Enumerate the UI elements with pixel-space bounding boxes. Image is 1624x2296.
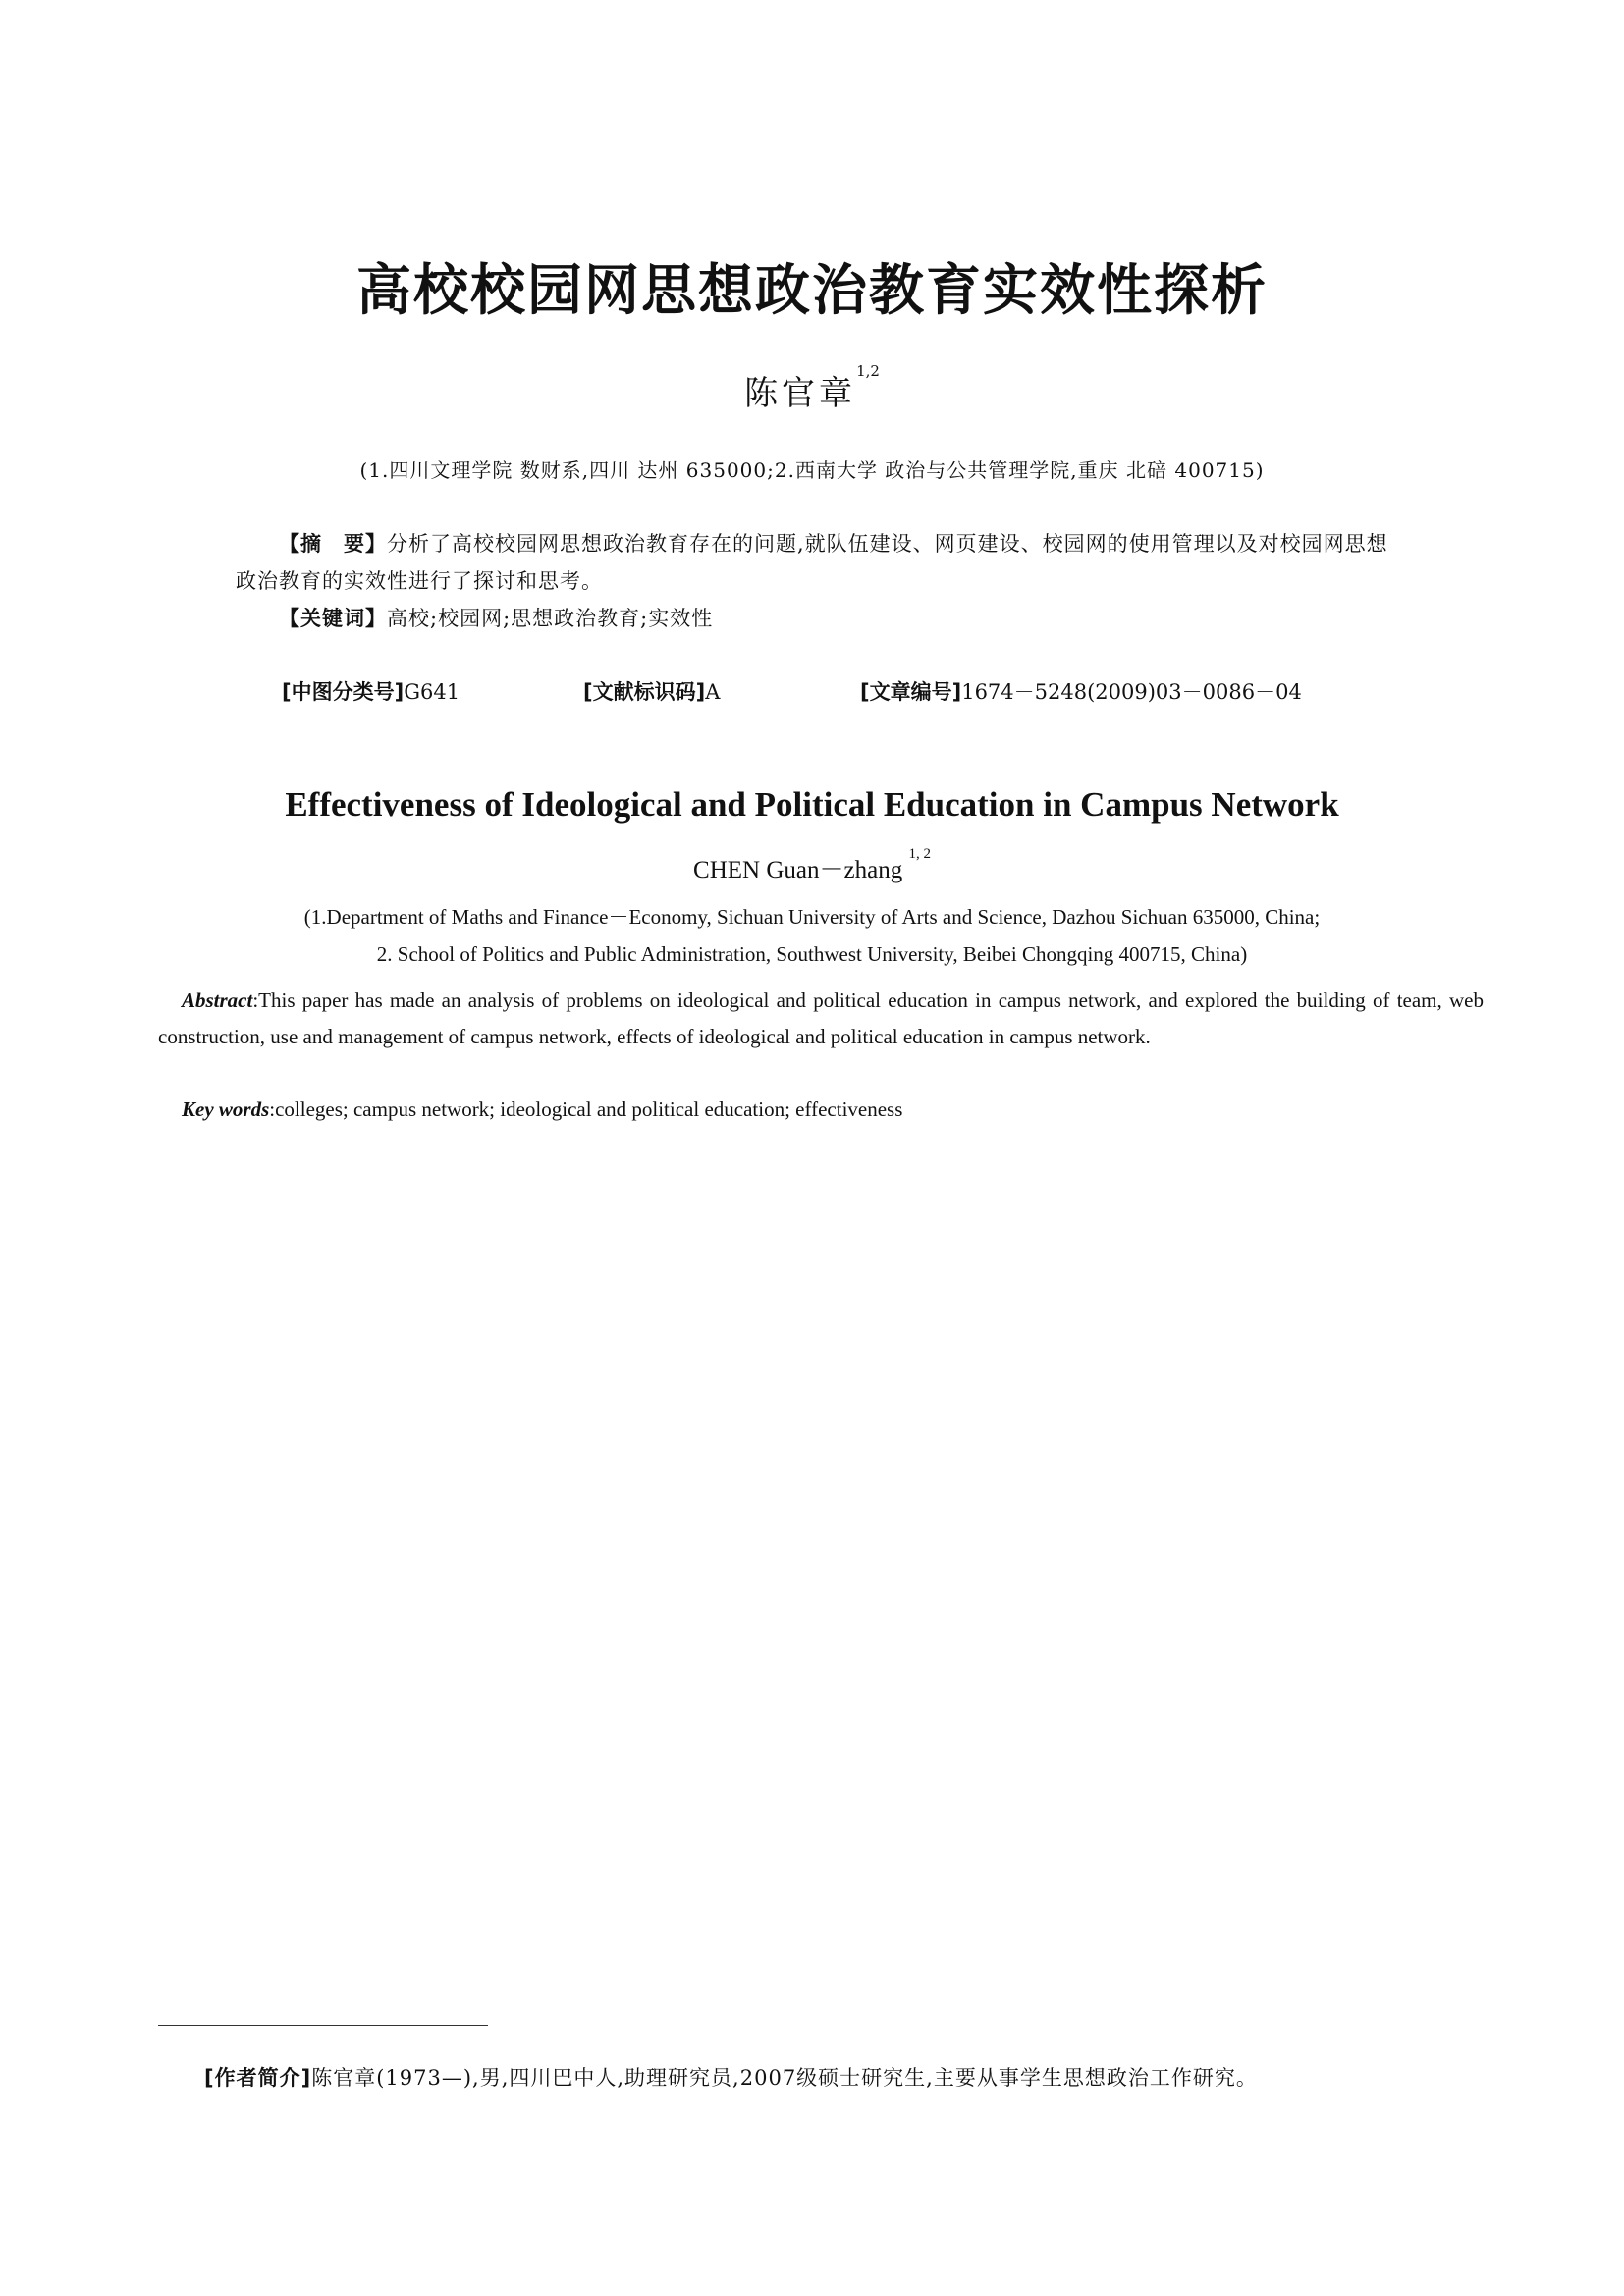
chinese-author	[0, 362, 1624, 414]
english-abstract-text: :This paper has made an analysis of problems on ideological and political education in campus network, and explored the building of team, web construction, use and management of campus network, effects of ideological and political education in campus network.	[158, 988, 1484, 1048]
document-code-value: A	[705, 680, 721, 704]
chinese-abstract-label: 【摘 要】	[279, 532, 387, 556]
english-abstract	[158, 983, 1484, 1055]
english-affiliation-line-2: 2. School of Politics and Public Administration, Southwest University, Beibei Chongqing 400715, China)	[376, 942, 1248, 966]
clc-number	[282, 673, 460, 711]
english-affiliation-line-1: (1.Department of Maths and Finance－Economy, Sichuan University of Arts and Science, Dazhou Sichuan 635000, China;	[303, 905, 1321, 929]
clc-number-label: [中图分类号]	[282, 680, 405, 704]
article-number-value: 1674－5248(2009)03－0086－04	[961, 680, 1302, 704]
english-keywords-label: Key words	[182, 1097, 270, 1121]
chinese-affiliation: (1.四川文理学院 数财系,四川 达州 635000;2.西南大学 政治与公共管理学院,重庆 北碚 400715)	[359, 458, 1265, 482]
english-author	[0, 846, 1624, 885]
chinese-keywords	[279, 600, 713, 637]
author-bio-footnote	[204, 2059, 1258, 2097]
chinese-abstract	[236, 525, 1389, 600]
chinese-keywords-label: 【关键词】	[279, 607, 387, 630]
english-affiliation	[0, 898, 1624, 973]
document-code-label: [文献标识码]	[583, 680, 706, 704]
english-title: Effectiveness of Ideological and Political Education in Campus Network	[285, 785, 1339, 824]
english-abstract-label: Abstract	[182, 988, 253, 1012]
footnote-divider	[158, 2025, 488, 2026]
english-keywords-text: :colleges; campus network; ideological and political education; effectiveness	[269, 1097, 903, 1121]
english-keywords	[182, 1092, 902, 1128]
chinese-author-name: 陈官章	[744, 374, 857, 413]
english-author-name: CHEN Guan－zhang	[693, 857, 903, 883]
document-code	[583, 673, 720, 711]
chinese-title: 高校校园网思想政治教育实效性探析	[356, 258, 1268, 323]
chinese-author-affiliation-marks: 1,2	[856, 362, 880, 380]
article-number	[860, 673, 1302, 711]
english-author-affiliation-marks: 1, 2	[908, 846, 931, 862]
clc-number-value: G641	[404, 680, 460, 704]
author-bio-label: [作者简介]	[204, 2066, 312, 2090]
article-number-label: [文章编号]	[860, 680, 962, 704]
chinese-keywords-text: 高校;校园网;思想政治教育;实效性	[387, 607, 714, 630]
author-bio-text: 陈官章(1973—),男,四川巴中人,助理研究员,2007级硕士研究生,主要从事学生思想政治工作研究。	[311, 2066, 1258, 2090]
chinese-abstract-text: 分析了高校校园网思想政治教育存在的问题,就队伍建设、网页建设、校园网的使用管理以及对校园网思想政治教育的实效性进行了探讨和思考。	[236, 532, 1388, 593]
